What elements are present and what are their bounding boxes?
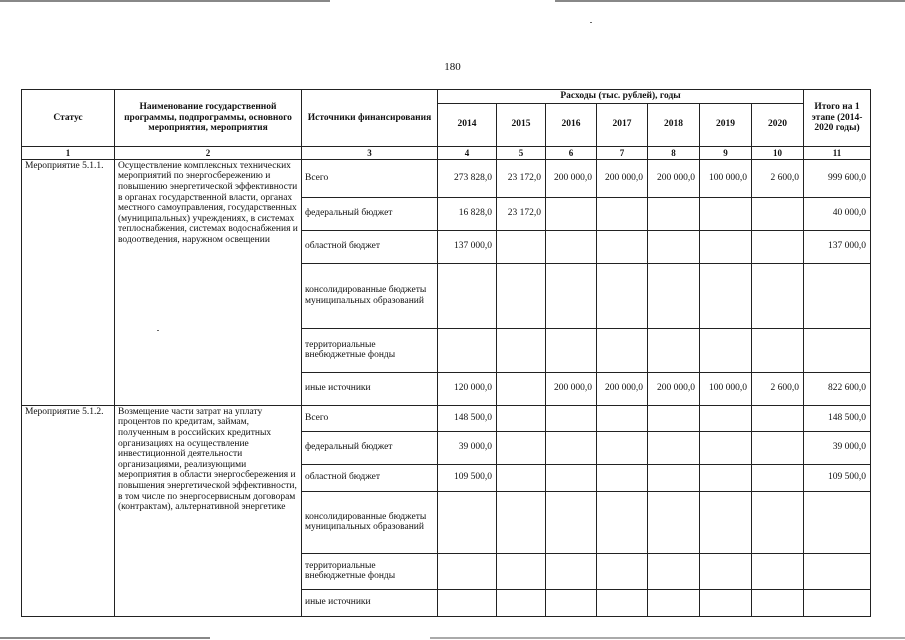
header-year: 2015 xyxy=(497,103,546,146)
expense-cell xyxy=(700,431,752,464)
funding-source: федеральный бюджет xyxy=(302,197,438,230)
expense-cell: 200 000,0 xyxy=(648,159,700,197)
expense-cell xyxy=(648,263,700,328)
expense-cell xyxy=(497,431,546,464)
expense-cell xyxy=(752,464,804,491)
column-index: 2 xyxy=(115,146,302,159)
expense-cell xyxy=(438,263,497,328)
expense-cell: 100 000,0 xyxy=(700,372,752,405)
funding-source: Всего xyxy=(302,159,438,197)
expense-cell xyxy=(438,589,497,616)
funding-source: федеральный бюджет xyxy=(302,431,438,464)
expense-cell: 23 172,0 xyxy=(497,197,546,230)
expense-cell xyxy=(597,230,648,263)
header-expenses: Расходы (тыс. рублей), годы xyxy=(438,90,804,104)
expense-cell: 120 000,0 xyxy=(438,372,497,405)
expense-cell xyxy=(497,263,546,328)
expense-cell xyxy=(752,197,804,230)
expense-cell xyxy=(546,464,597,491)
funding-source: территориальные внебюджетные фонды xyxy=(302,553,438,589)
expense-cell xyxy=(648,230,700,263)
expense-cell xyxy=(648,491,700,553)
expense-cell xyxy=(700,328,752,372)
expense-cell: 137 000,0 xyxy=(438,230,497,263)
expense-cell: 16 828,0 xyxy=(438,197,497,230)
header-name: Наименование государственной программы, подпрограммы, основного мероприятия, мероприятия xyxy=(115,90,302,147)
expense-cell xyxy=(648,553,700,589)
expense-cell xyxy=(497,589,546,616)
total-cell xyxy=(804,553,871,589)
expense-cell xyxy=(438,328,497,372)
page-number: 180 xyxy=(444,61,461,73)
total-cell: 148 500,0 xyxy=(804,405,871,431)
expense-cell xyxy=(497,553,546,589)
budget-table xyxy=(21,89,871,617)
expense-cell: 200 000,0 xyxy=(597,372,648,405)
expense-cell: 2 600,0 xyxy=(752,159,804,197)
total-cell xyxy=(804,491,871,553)
expense-cell xyxy=(700,553,752,589)
expense-cell xyxy=(497,328,546,372)
expense-cell xyxy=(546,405,597,431)
table-row xyxy=(22,159,871,197)
expense-cell xyxy=(752,230,804,263)
expense-cell: 23 172,0 xyxy=(497,159,546,197)
funding-source: Всего xyxy=(302,405,438,431)
expense-cell xyxy=(700,491,752,553)
scan-artifact-top-left xyxy=(0,0,330,2)
expense-cell: 200 000,0 xyxy=(546,372,597,405)
total-cell: 822 600,0 xyxy=(804,372,871,405)
header-year: 2014 xyxy=(438,103,497,146)
expense-cell: 148 500,0 xyxy=(438,405,497,431)
expense-cell xyxy=(700,464,752,491)
header-year: 2018 xyxy=(648,103,700,146)
total-cell xyxy=(804,328,871,372)
expense-cell xyxy=(648,589,700,616)
expense-cell xyxy=(497,372,546,405)
expense-cell xyxy=(546,328,597,372)
expense-cell xyxy=(597,197,648,230)
expense-cell xyxy=(597,328,648,372)
expense-cell xyxy=(648,405,700,431)
expense-cell xyxy=(597,405,648,431)
expense-cell xyxy=(752,405,804,431)
header-year: 2016 xyxy=(546,103,597,146)
header-row-1 xyxy=(22,90,871,104)
expense-cell xyxy=(438,491,497,553)
funding-source: иные источники xyxy=(302,589,438,616)
header-year: 2017 xyxy=(597,103,648,146)
measure-name: Возмещение части затрат на уплату процентов по кредитам, займам, полученным в российских кредитных организациях на осуществление инвестиционной деятельности организациями, реализующими мероприятия в области энергосбережения и повышения энергетической эффективности, в том числе по энергосервисным договорам (контрактам), альтернативной энергетике xyxy=(115,405,302,616)
expense-cell xyxy=(597,491,648,553)
expense-cell xyxy=(497,405,546,431)
total-cell: 109 500,0 xyxy=(804,464,871,491)
column-index: 7 xyxy=(597,146,648,159)
expense-cell xyxy=(546,431,597,464)
expense-cell xyxy=(546,230,597,263)
expense-cell xyxy=(648,431,700,464)
funding-source: консолидированные бюджеты муниципальных образований xyxy=(302,491,438,553)
measure-status: Мероприятие 5.1.2. xyxy=(22,405,115,616)
expense-cell xyxy=(597,464,648,491)
expense-cell xyxy=(648,464,700,491)
scan-artifact-bottom-right xyxy=(430,637,905,639)
column-index: 6 xyxy=(546,146,597,159)
header-status: Статус xyxy=(22,90,115,147)
expense-cell xyxy=(700,589,752,616)
expense-cell xyxy=(752,589,804,616)
total-cell xyxy=(804,263,871,328)
column-index: 3 xyxy=(302,146,438,159)
funding-source: консолидированные бюджеты муниципальных образований xyxy=(302,263,438,328)
expense-cell: 109 500,0 xyxy=(438,464,497,491)
expense-cell: 200 000,0 xyxy=(546,159,597,197)
expense-cell xyxy=(752,263,804,328)
expense-cell xyxy=(648,328,700,372)
expense-cell: 100 000,0 xyxy=(700,159,752,197)
expense-cell xyxy=(597,589,648,616)
column-index: 1 xyxy=(22,146,115,159)
expense-cell xyxy=(497,230,546,263)
scan-dot xyxy=(590,22,592,23)
header-year: 2019 xyxy=(700,103,752,146)
expense-cell xyxy=(497,491,546,553)
total-cell: 40 000,0 xyxy=(804,197,871,230)
measure-status: Мероприятие 5.1.1. xyxy=(22,159,115,405)
expense-cell xyxy=(700,197,752,230)
expense-cell xyxy=(752,431,804,464)
expense-cell xyxy=(597,553,648,589)
expense-cell: 200 000,0 xyxy=(597,159,648,197)
expense-cell: 200 000,0 xyxy=(648,372,700,405)
measure-name: Осуществление комплексных технических мероприятий по энергосбережению и повышению энергетической эффективности в органах государственной власти, органах местного самоуправления, государственных (муниципальных) учреждениях, в системах теплоснабжения, системах водоснабжения и водоотведения, наружном освещении xyxy=(115,159,302,405)
scan-artifact-bottom-left xyxy=(0,637,210,639)
funding-source: иные источники xyxy=(302,372,438,405)
header-year: 2020 xyxy=(752,103,804,146)
column-index: 8 xyxy=(648,146,700,159)
expense-cell xyxy=(752,328,804,372)
expense-cell xyxy=(752,491,804,553)
header-sources: Источники финансирования xyxy=(302,90,438,147)
total-cell xyxy=(804,589,871,616)
expense-cell xyxy=(546,263,597,328)
expense-cell: 2 600,0 xyxy=(752,372,804,405)
funding-source: областной бюджет xyxy=(302,464,438,491)
expense-cell xyxy=(546,589,597,616)
funding-source: областной бюджет xyxy=(302,230,438,263)
expense-cell xyxy=(546,197,597,230)
column-index: 9 xyxy=(700,146,752,159)
expense-cell xyxy=(546,491,597,553)
column-index: 10 xyxy=(752,146,804,159)
expense-cell xyxy=(700,263,752,328)
expense-cell xyxy=(752,553,804,589)
header-total: Итого на 1 этапе (2014-2020 годы) xyxy=(804,90,871,147)
expense-cell xyxy=(546,553,597,589)
expense-cell xyxy=(700,405,752,431)
scan-artifact-top-right xyxy=(555,0,905,2)
expense-cell xyxy=(497,464,546,491)
column-index: 11 xyxy=(804,146,871,159)
expense-cell: 273 828,0 xyxy=(438,159,497,197)
expense-cell xyxy=(438,553,497,589)
column-index: 5 xyxy=(497,146,546,159)
expense-cell xyxy=(648,197,700,230)
measures-body xyxy=(22,159,871,616)
expense-cell xyxy=(597,263,648,328)
column-index: 4 xyxy=(438,146,497,159)
expense-cell xyxy=(597,431,648,464)
column-index-row xyxy=(22,146,871,159)
total-cell: 137 000,0 xyxy=(804,230,871,263)
expense-cell xyxy=(700,230,752,263)
total-cell: 39 000,0 xyxy=(804,431,871,464)
total-cell: 999 600,0 xyxy=(804,159,871,197)
expense-cell: 39 000,0 xyxy=(438,431,497,464)
table-row xyxy=(22,405,871,431)
funding-source: территориальные внебюджетные фонды xyxy=(302,328,438,372)
